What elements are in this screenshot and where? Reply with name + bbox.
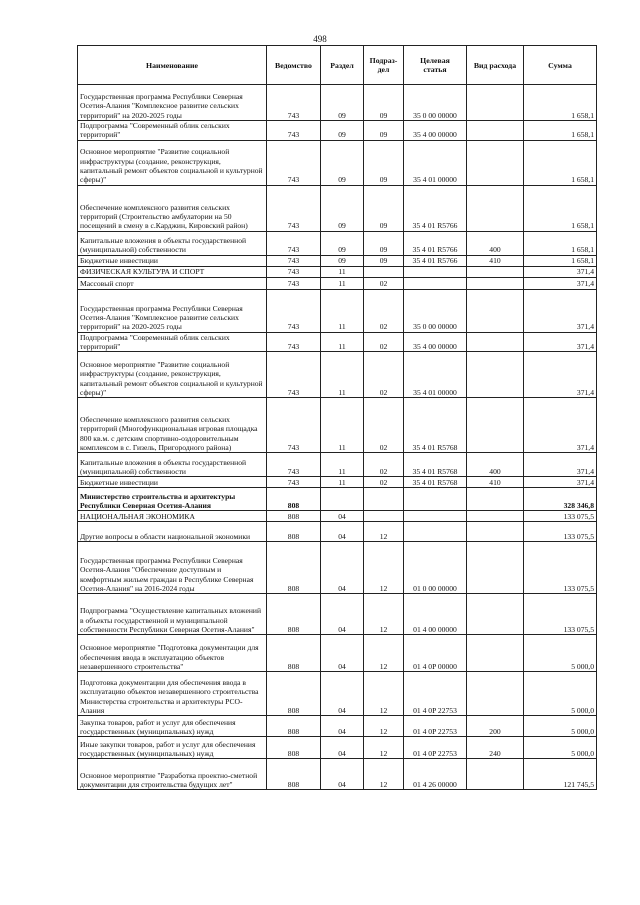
cell-summa: 371,4 [524,277,597,289]
table-row [78,716,597,737]
cell-podrazdel: 02 [364,477,404,488]
cell-summa: 121 745,5 [524,759,597,790]
cell-name: Бюджетные инвестиции [78,477,267,488]
page-number: 498 [313,34,327,44]
cell-vid-raskhoda: 410 [467,477,524,488]
cell-vedomstvo: 743 [267,398,321,453]
cell-podrazdel: 12 [364,737,404,759]
cell-tselevaya-statya: 35 4 01 00000 [404,352,467,398]
cell-summa: 1 658,1 [524,140,597,185]
cell-tselevaya-statya: 35 4 01 R5768 [404,477,467,488]
cell-razdel: 09 [321,121,364,141]
cell-tselevaya-statya: 01 0 00 00000 [404,542,467,594]
cell-razdel: 04 [321,522,364,542]
table-row [78,352,597,398]
cell-podrazdel: 12 [364,635,404,672]
cell-podrazdel [364,511,404,522]
cell-name: Капитальные вложения в объекты государственной (муниципальной) собственности [78,231,267,255]
cell-podrazdel: 12 [364,522,404,542]
cell-tselevaya-statya: 01 4 0P 22753 [404,737,467,759]
cell-vedomstvo: 743 [267,140,321,185]
cell-podrazdel: 09 [364,85,404,121]
cell-vid-raskhoda [467,332,524,352]
cell-name: Министерство строительства и архитектуры Республики Северная Осетия-Алания [78,488,267,511]
cell-summa: 5 000,0 [524,635,597,672]
cell-razdel: 09 [321,231,364,255]
table-row [78,255,597,266]
table-row [78,231,597,255]
cell-vid-raskhoda [467,352,524,398]
cell-name: Подпрограмма "Современный облик сельских территорий" [78,121,267,141]
cell-summa: 371,4 [524,266,597,277]
cell-podrazdel: 09 [364,140,404,185]
cell-tselevaya-statya: 35 4 00 00000 [404,121,467,141]
cell-name: Массовый спорт [78,277,267,289]
cell-summa: 1 658,1 [524,255,597,266]
table-row [78,737,597,759]
table-row [78,594,597,635]
header-row [78,46,597,85]
table-body [78,85,597,790]
cell-name: Закупка товаров, работ и услуг для обеспечения государственных (муниципальных) нужд [78,716,267,737]
cell-razdel: 11 [321,352,364,398]
cell-summa: 371,4 [524,453,597,477]
cell-vedomstvo: 743 [267,255,321,266]
cell-vid-raskhoda: 200 [467,716,524,737]
cell-vid-raskhoda: 400 [467,231,524,255]
cell-razdel [321,488,364,511]
cell-razdel: 11 [321,332,364,352]
cell-tselevaya-statya: 01 4 0P 00000 [404,635,467,672]
cell-vedomstvo: 743 [267,277,321,289]
cell-name: Основное мероприятие "Развитие социальной инфраструктуры (создание, реконструкция, капитальный ремонт объектов социальной и культурной сферы)" [78,140,267,185]
table-row [78,85,597,121]
cell-razdel: 04 [321,737,364,759]
cell-razdel: 11 [321,398,364,453]
cell-podrazdel: 09 [364,121,404,141]
cell-podrazdel: 02 [364,289,404,332]
cell-razdel: 09 [321,140,364,185]
cell-vid-raskhoda [467,594,524,635]
cell-podrazdel: 02 [364,398,404,453]
cell-vid-raskhoda [467,542,524,594]
cell-vedomstvo: 808 [267,542,321,594]
cell-name: Основное мероприятие "Подготовка документации для обеспечения ввода в эксплуатацию объектов незавершенного строительства" [78,635,267,672]
cell-tselevaya-statya: 35 0 00 00000 [404,289,467,332]
cell-tselevaya-statya: 35 4 01 00000 [404,140,467,185]
cell-podrazdel: 09 [364,231,404,255]
table-header [78,46,597,85]
cell-vedomstvo: 743 [267,266,321,277]
header-vedomstvo: Ведомство [267,46,321,85]
cell-name: Бюджетные инвестиции [78,255,267,266]
cell-vedomstvo: 743 [267,121,321,141]
cell-vid-raskhoda [467,277,524,289]
cell-name: Основное мероприятие "Развитие социальной инфраструктуры (создание, реконструкция, капитальный ремонт объектов социальной и культурной сферы)" [78,352,267,398]
cell-razdel: 04 [321,759,364,790]
header-vid-raskhoda: Вид расхода [467,46,524,85]
cell-vid-raskhoda [467,759,524,790]
cell-summa: 371,4 [524,289,597,332]
cell-vedomstvo: 743 [267,231,321,255]
budget-table [77,45,597,790]
cell-tselevaya-statya: 35 4 01 R5768 [404,453,467,477]
cell-podrazdel: 12 [364,672,404,716]
table-row [78,121,597,141]
cell-vedomstvo: 808 [267,737,321,759]
cell-tselevaya-statya: 35 4 01 R5766 [404,231,467,255]
cell-summa: 1 658,1 [524,231,597,255]
cell-summa: 328 346,8 [524,488,597,511]
cell-tselevaya-statya [404,277,467,289]
cell-podrazdel: 09 [364,185,404,231]
cell-vedomstvo: 743 [267,453,321,477]
cell-vid-raskhoda [467,85,524,121]
cell-tselevaya-statya [404,266,467,277]
cell-name: Государственная программа Республики Северная Осетия-Алания "Обеспечение доступным и комфортным жильем граждан в Республике Северная Осетия-Алания" на 2016-2024 годы [78,542,267,594]
cell-razdel: 09 [321,185,364,231]
cell-podrazdel [364,266,404,277]
cell-podrazdel: 12 [364,594,404,635]
cell-vid-raskhoda [467,511,524,522]
cell-tselevaya-statya: 01 4 0P 22753 [404,672,467,716]
cell-summa: 1 658,1 [524,85,597,121]
cell-vedomstvo: 808 [267,672,321,716]
cell-summa: 1 658,1 [524,185,597,231]
cell-podrazdel: 12 [364,716,404,737]
cell-tselevaya-statya: 01 4 00 00000 [404,594,467,635]
cell-vid-raskhoda [467,672,524,716]
cell-tselevaya-statya: 35 4 01 R5766 [404,185,467,231]
table-row [78,266,597,277]
table-row [78,542,597,594]
cell-vid-raskhoda: 410 [467,255,524,266]
cell-summa: 133 075,5 [524,594,597,635]
cell-name: Капитальные вложения в объекты государственной (муниципальной) собственности [78,453,267,477]
cell-vid-raskhoda [467,488,524,511]
cell-vedomstvo: 743 [267,185,321,231]
cell-razdel: 11 [321,277,364,289]
cell-vedomstvo: 743 [267,332,321,352]
cell-tselevaya-statya: 35 4 01 R5768 [404,398,467,453]
cell-vedomstvo: 808 [267,594,321,635]
cell-podrazdel: 02 [364,277,404,289]
cell-razdel: 09 [321,85,364,121]
cell-podrazdel: 09 [364,255,404,266]
cell-vid-raskhoda [467,140,524,185]
header-summa: Сумма [524,46,597,85]
cell-vid-raskhoda: 400 [467,453,524,477]
cell-podrazdel: 02 [364,332,404,352]
table-row [78,672,597,716]
table-row [78,635,597,672]
cell-name: Основное мероприятие "Разработка проектно-сметной документации для строительства будущих лет" [78,759,267,790]
table-row [78,453,597,477]
cell-summa: 133 075,5 [524,522,597,542]
cell-summa: 133 075,5 [524,511,597,522]
header-razdel: Раздел [321,46,364,85]
cell-tselevaya-statya: 35 0 00 00000 [404,85,467,121]
cell-name: Обеспечение комплексного развития сельских территорий (Строительство амбулатории на 50 посещений в смену в с.Карджин, Кировский район) [78,185,267,231]
cell-vid-raskhoda [467,121,524,141]
table-row [78,289,597,332]
cell-vid-raskhoda [467,522,524,542]
cell-name: Государственная программа Республики Северная Осетия-Алания "Комплексное развитие сельских территорий" на 2020-2025 годы [78,85,267,121]
cell-podrazdel: 02 [364,453,404,477]
table-row [78,185,597,231]
cell-summa: 371,4 [524,477,597,488]
cell-tselevaya-statya: 35 4 00 00000 [404,332,467,352]
cell-vedomstvo: 808 [267,522,321,542]
cell-vid-raskhoda [467,635,524,672]
cell-vid-raskhoda [467,289,524,332]
cell-summa: 1 658,1 [524,121,597,141]
cell-tselevaya-statya [404,488,467,511]
cell-tselevaya-statya: 01 4 26 00000 [404,759,467,790]
table-row [78,759,597,790]
header-podrazdel: Подраз- дел [364,46,404,85]
header-naimenovanie: Наименование [78,46,267,85]
cell-summa: 133 075,5 [524,542,597,594]
cell-vid-raskhoda [467,398,524,453]
cell-vid-raskhoda [467,266,524,277]
cell-tselevaya-statya: 01 4 0P 22753 [404,716,467,737]
cell-summa: 371,4 [524,398,597,453]
cell-razdel: 04 [321,594,364,635]
cell-vid-raskhoda [467,185,524,231]
cell-razdel: 04 [321,635,364,672]
cell-razdel: 04 [321,542,364,594]
cell-razdel: 11 [321,266,364,277]
cell-podrazdel: 12 [364,759,404,790]
cell-summa: 5 000,0 [524,672,597,716]
table-row [78,477,597,488]
cell-summa: 371,4 [524,352,597,398]
cell-summa: 371,4 [524,332,597,352]
cell-vedomstvo: 808 [267,511,321,522]
cell-vedomstvo: 743 [267,289,321,332]
cell-vedomstvo: 743 [267,477,321,488]
table-row [78,511,597,522]
cell-tselevaya-statya [404,511,467,522]
cell-podrazdel: 02 [364,352,404,398]
cell-vedomstvo: 808 [267,488,321,511]
cell-name: Обеспечение комплексного развития сельских территорий (Многофункциональная игровая площадка 800 кв.м. с детским спортивно-оздоровительным комплексом в с. Гизель, Пригородного района) [78,398,267,453]
cell-name: ФИЗИЧЕСКАЯ КУЛЬТУРА И СПОРТ [78,266,267,277]
table-row [78,488,597,511]
table-row [78,522,597,542]
cell-vedomstvo: 743 [267,85,321,121]
cell-tselevaya-statya: 35 4 01 R5766 [404,255,467,266]
cell-vid-raskhoda: 240 [467,737,524,759]
cell-name: Другие вопросы в области национальной экономики [78,522,267,542]
cell-vedomstvo: 743 [267,352,321,398]
table-row [78,277,597,289]
cell-name: Иные закупки товаров, работ и услуг для обеспечения государственных (муниципальных) нужд [78,737,267,759]
cell-summa: 5 000,0 [524,737,597,759]
cell-summa: 5 000,0 [524,716,597,737]
cell-tselevaya-statya [404,522,467,542]
cell-razdel: 11 [321,453,364,477]
cell-name: Подготовка документации для обеспечения ввода в эксплуатацию объектов незавершенного строительства Министерства строительства и архитектуры РСО-Алания [78,672,267,716]
cell-name: Подпрограмма "Осуществление капитальных вложений в объекты государственной и муниципальной собственности Республики Северная Осетия-Алания" [78,594,267,635]
cell-razdel: 04 [321,716,364,737]
cell-razdel: 11 [321,477,364,488]
cell-vedomstvo: 808 [267,635,321,672]
cell-razdel: 04 [321,672,364,716]
cell-vedomstvo: 808 [267,759,321,790]
cell-razdel: 04 [321,511,364,522]
cell-name: НАЦИОНАЛЬНАЯ ЭКОНОМИКА [78,511,267,522]
table-row [78,140,597,185]
table-row [78,398,597,453]
cell-vedomstvo: 808 [267,716,321,737]
cell-razdel: 09 [321,255,364,266]
header-tselevaya-statya: Целевая статья [404,46,467,85]
cell-podrazdel [364,488,404,511]
cell-podrazdel: 12 [364,542,404,594]
table-row [78,332,597,352]
cell-name: Подпрограмма "Современный облик сельских территорий" [78,332,267,352]
cell-name: Государственная программа Республики Северная Осетия-Алания "Комплексное развитие сельских территорий" на 2020-2025 годы [78,289,267,332]
cell-razdel: 11 [321,289,364,332]
